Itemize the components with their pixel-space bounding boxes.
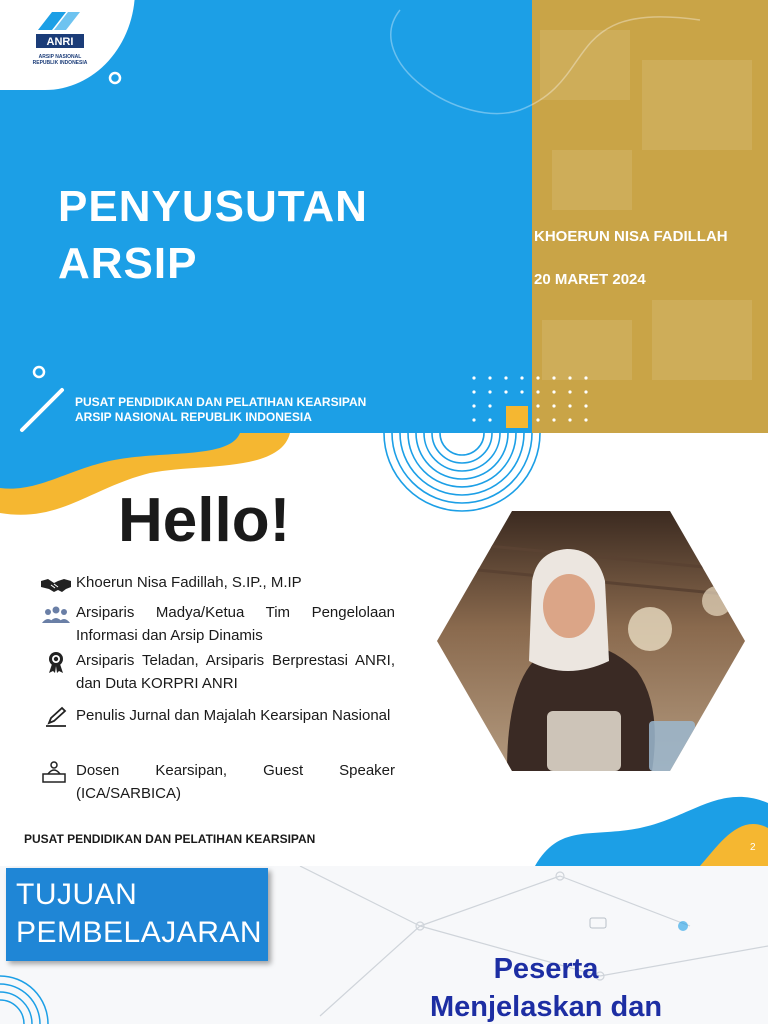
accent-square bbox=[506, 406, 528, 428]
footer-line-1: PUSAT PENDIDIKAN DAN PELATIHAN KEARSIPAN bbox=[75, 395, 367, 409]
logo-abbrev: ANRI bbox=[46, 36, 74, 48]
slide-introduction bbox=[0, 433, 768, 866]
greeting-heading: Hello! bbox=[118, 486, 291, 555]
bio-item bbox=[40, 704, 395, 727]
bio-text: Khoerun Nisa Fadillah, S.IP., M.IP bbox=[76, 574, 302, 591]
title-line-1: PENYUSUTAN bbox=[58, 182, 368, 231]
presenter-photo bbox=[437, 511, 745, 771]
page-number: 2 bbox=[750, 842, 756, 853]
slide-title bbox=[0, 0, 768, 433]
team-icon bbox=[40, 603, 72, 625]
bio-text: Penulis Jurnal dan Majalah Kearsipan Nasional bbox=[76, 707, 391, 724]
bio-text: Arsiparis Teladan, Arsiparis Berprestasi ANRI, dan Duta KORPRI ANRI bbox=[76, 652, 395, 692]
section-title-box bbox=[6, 868, 268, 961]
bio-item bbox=[40, 601, 395, 647]
presenter-name: KHOERUN NISA FADILLAH bbox=[534, 228, 728, 245]
objective-line-2: Menjelaskan dan bbox=[429, 991, 663, 1023]
bio-text: Arsiparis Madya/Ketua Tim Pengelolaan Informasi dan Arsip Dinamis bbox=[76, 604, 395, 644]
footer-line-2: ARSIP NASIONAL REPUBLIK INDONESIA bbox=[75, 410, 312, 424]
anri-logo-mark bbox=[32, 8, 88, 54]
bio-item bbox=[40, 571, 395, 594]
bio-item bbox=[40, 649, 395, 695]
title-line-2: ARSIP bbox=[58, 239, 198, 288]
objective-line-1: Peserta bbox=[493, 953, 599, 985]
institution-footer bbox=[75, 395, 366, 425]
section-title-line-2: PEMBELAJARAN bbox=[16, 916, 263, 949]
bio-item bbox=[40, 759, 395, 805]
bio-text: Dosen Kearsipan, Guest Speaker (ICA/SARBICA) bbox=[76, 762, 395, 802]
pen-icon bbox=[40, 706, 72, 728]
handshake-icon bbox=[40, 573, 72, 595]
presentation-title bbox=[58, 178, 368, 292]
objective-text bbox=[396, 950, 696, 1024]
lecturer-icon bbox=[40, 761, 72, 783]
logo-caption: ARSIP NASIONAL REPUBLIK INDONESIA bbox=[32, 54, 88, 66]
award-medal-icon bbox=[40, 651, 72, 673]
slide-footer: PUSAT PENDIDIKAN DAN PELATIHAN KEARSIPAN bbox=[24, 832, 316, 846]
presentation-date: 20 MARET 2024 bbox=[534, 271, 646, 288]
section-title-line-1: TUJUAN bbox=[16, 878, 138, 911]
slide-learning-objectives bbox=[0, 866, 768, 1024]
